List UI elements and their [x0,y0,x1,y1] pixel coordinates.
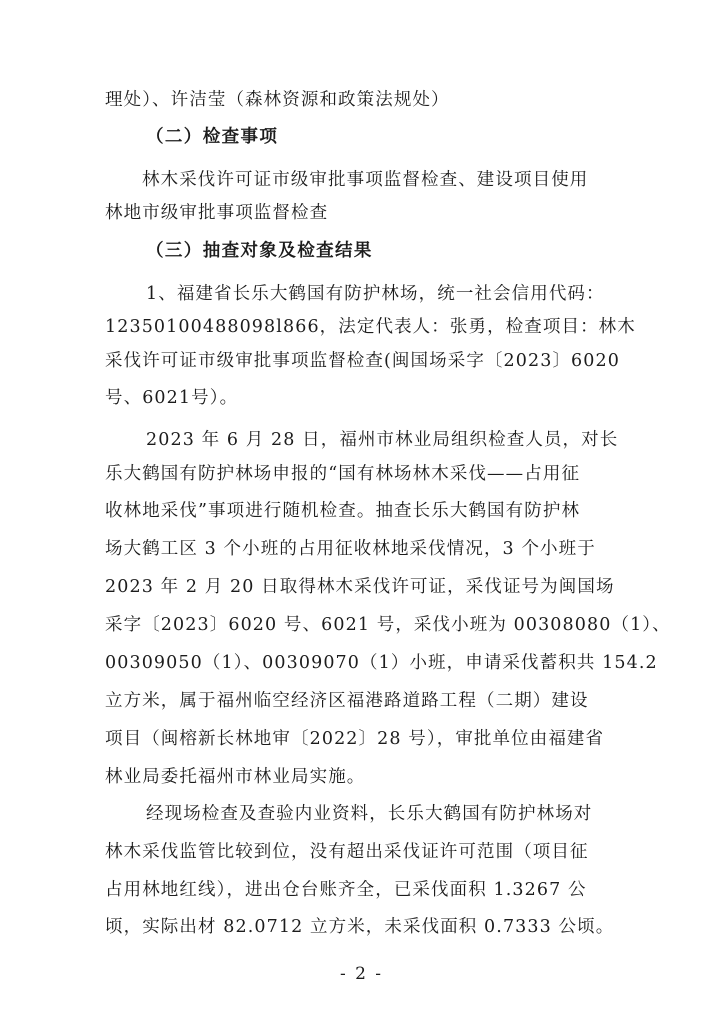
text-line: 采伐许可证市级审批事项监督检查(闽国场采字〔2023〕6020 [105,351,620,371]
text-line-continuation: 理处）、许洁莹（森林资源和政策法规处） [105,90,450,110]
text-line: 林木采伐许可证市级审批事项监督检查、建设项目使用 [142,170,589,190]
page-number: - 2 - [339,964,384,984]
text-line: 00309050（1）、00309070（1）小班，申请采伐蓄积共 154.2 [105,653,658,673]
section-heading-spot-check-results: （三）抽查对象及检查结果 [146,241,373,261]
section-heading-inspection-items: （二）检查事项 [146,127,279,147]
text-line: 乐大鹤国有防护林场申报的“国有林场林木采伐——占用征 [105,464,581,484]
text-line: 场大鹤工区 3 个小班的占用征收林地采伐情况，3 个小班于 [105,539,596,559]
text-line: 12350100488098l866，法定代表人：张勇，检查项目：林木 [105,317,636,337]
text-line: 2023 年 2 月 20 日取得林木采伐许可证，采伐证号为闽国场 [105,577,615,597]
text-line: 号、6021号）。 [105,388,239,408]
text-line: 2023 年 6 月 28 日，福州市林业局组织检查人员，对长 [146,430,619,450]
text-line: 占用林地红线），进出仓台账齐全，已采伐面积 1.3267 公 [105,880,587,900]
text-line: 收林地采伐”事项进行随机检查。抽查长乐大鹤国有防护林 [105,501,581,521]
text-line: 林地市级审批事项监督检查 [105,203,329,223]
text-line: 林木采伐监管比较到位，没有超出采伐证许可范围（项目征 [105,842,589,862]
text-line: 立方米，属于福州临空经济区福港路道路工程（二期）建设 [105,691,589,711]
text-line: 项目（闽榕新长林地审〔2022〕28 号），审批单位由福建省 [105,729,605,749]
text-line: 经现场检查及查验内业资料，长乐大鹤国有防护林场对 [146,804,593,824]
text-line: 顷，实际出材 82.0712 立方米，未采伐面积 0.7333 公顷。 [105,917,615,937]
text-line: 采字〔2023〕6020 号、6021 号，采伐小班为 00308080（1）、 [105,615,671,635]
text-line: 林业局委托福州市林业局实施。 [105,767,366,787]
text-line: 1、福建省长乐大鹤国有防护林场，统一社会信用代码： [146,284,605,304]
